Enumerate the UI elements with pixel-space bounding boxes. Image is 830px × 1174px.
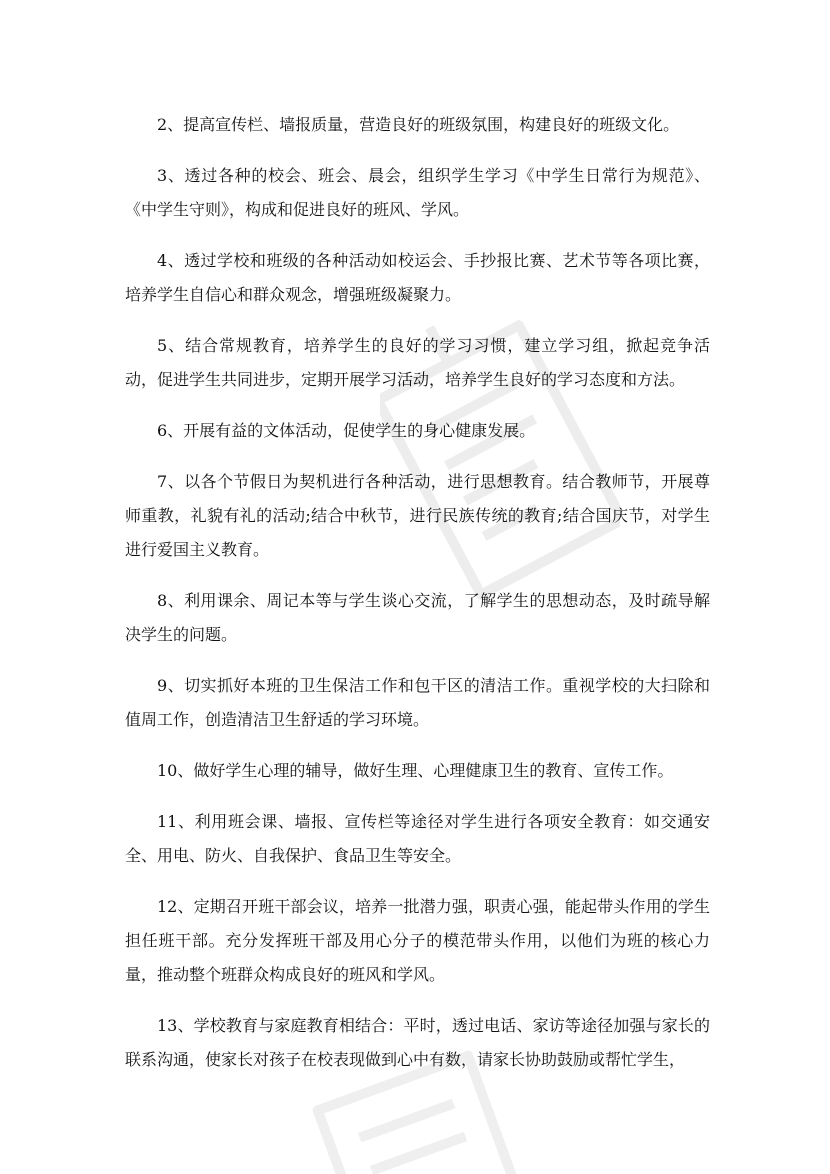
paragraph-9: 9、切实抓好本班的卫生保洁工作和包干区的清洁工作。重视学校的大扫除和值周工作，创造清洁卫生舒适的学习环境。 <box>125 676 710 729</box>
paragraph-5: 5、结合常规教育，培养学生的良好的学习习惯，建立学习组，掀起竞争活动，促进学生共同进步，定期开展学习活动，培养学生良好的学习态度和方法。 <box>125 336 710 389</box>
document-body <box>125 108 710 1077</box>
paragraph-13: 13、学校教育与家庭教育相结合：平时，透过电话、家访等途径加强与家长的联系沟通，使家长对孩子在校表现做到心中有数，请家长协助鼓励或帮忙学生， <box>125 1016 710 1069</box>
paragraph-2: 2、提高宣传栏、墙报质量，营造良好的班级氛围，构建良好的班级文化。 <box>157 115 680 134</box>
paragraph-12: 12、定期召开班干部会议，培养一批潜力强，职责心强，能起带头作用的学生担任班干部。充分发挥班干部及用心分子的模范带头作用，以他们为班的核心力量，推动整个班群众构成良好的班风和学风。 <box>125 897 710 984</box>
paragraph-8: 8、利用课余、周记本等与学生谈心交流，了解学生的思想动态，及时疏导解决学生的问题。 <box>125 591 710 644</box>
paragraph-11: 11、利用班会课、墙报、宣传栏等途径对学生进行各项安全教育：如交通安全、用电、防火、自我保护、食品卫生等安全。 <box>125 812 710 865</box>
paragraph-3: 3、透过各种的校会、班会、晨会，组织学生学习《中学生日常行为规范》、《中学生守则》，构成和促进良好的班风、学风。 <box>125 166 710 219</box>
paragraph-7: 7、以各个节假日为契机进行各种活动，进行思想教育。结合教师节，开展尊师重教，礼貌有礼的活动;结合中秋节，进行民族传统的教育;结合国庆节，对学生进行爱国主义教育。 <box>125 472 710 559</box>
paragraph-6: 6、开展有益的文体活动，促使学生的身心健康发展。 <box>157 421 536 440</box>
paragraph-10: 10、做好学生心理的辅导，做好生理、心理健康卫生的教育、宣传工作。 <box>157 761 674 780</box>
paragraph-4: 4、透过学校和班级的各种活动如校运会、手抄报比赛、艺术节等各项比赛，培养学生自信心和群众观念，增强班级凝聚力。 <box>125 251 710 304</box>
